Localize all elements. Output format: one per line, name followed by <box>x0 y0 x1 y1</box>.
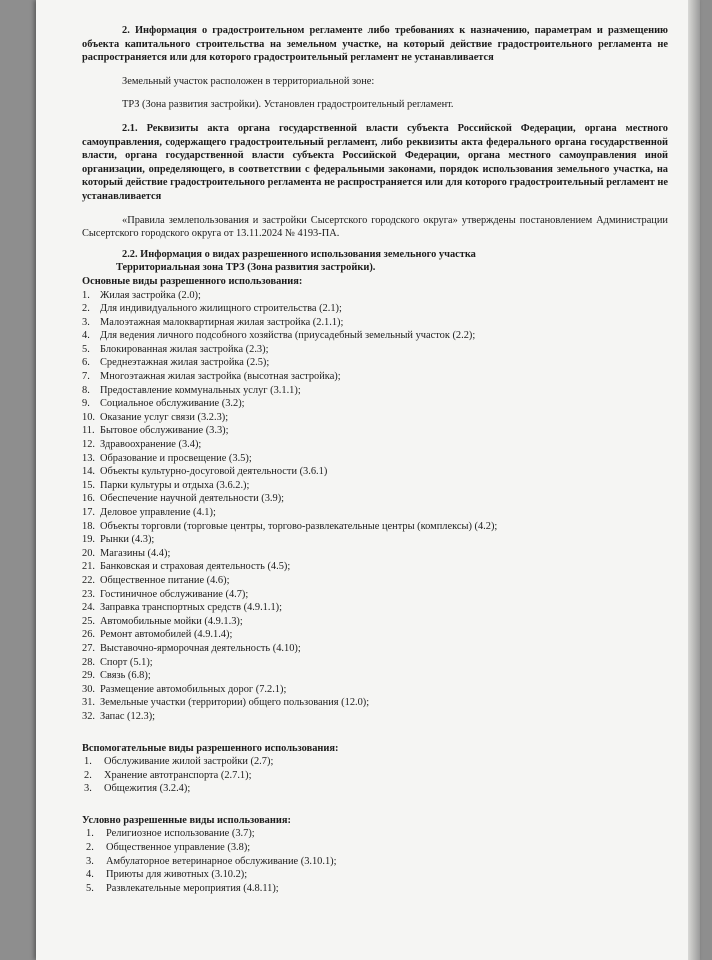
list-item-number: 22. <box>82 574 95 586</box>
section-2-heading: 2. Информация о градостроительном регламенте либо требованиях к назначению, параметрам и размещению объекта капитального строительства на земельном участке, на который действие градостроительного регламента не распространяется или для которого градостроительный регламент не устанавливается <box>82 25 668 64</box>
list-item <box>82 329 668 343</box>
list-item-number: 30. <box>82 683 95 695</box>
list-item <box>82 506 668 520</box>
list-item <box>82 868 668 882</box>
list-item-number: 13. <box>82 452 95 464</box>
list-item-text: Малоэтажная малоквартирная жилая застройка (2.1.1); <box>100 316 344 328</box>
page-edge-shadow <box>688 0 700 960</box>
list-item <box>82 397 668 411</box>
list-item <box>82 384 668 398</box>
list-item-text: Предоставление коммунальных услуг (3.1.1); <box>100 384 301 396</box>
list-item-number: 3. <box>84 783 92 795</box>
list-item-number: 19. <box>82 534 95 546</box>
list-item-text: Многоэтажная жилая застройка (высотная застройка); <box>100 371 341 383</box>
list-item-number: 9. <box>82 398 90 410</box>
list-item-text: Религиозное использование (3.7); <box>106 828 255 840</box>
list-item <box>82 574 668 588</box>
list-item <box>82 656 668 670</box>
list-item-number: 3. <box>82 316 90 328</box>
list-item <box>82 492 668 506</box>
list-item-text: Рынки (4.3); <box>100 534 155 546</box>
list-item <box>82 628 668 642</box>
auxiliary-uses-title: Вспомогательные виды разрешенного использования: <box>82 742 339 754</box>
list-item-text: Среднеэтажная жилая застройка (2.5); <box>100 357 270 369</box>
list-item-number: 11. <box>82 425 95 437</box>
list-item-number: 10. <box>82 411 95 423</box>
list-item-number: 1. <box>86 828 94 840</box>
list-item-number: 28. <box>82 656 95 668</box>
list-item-number: 2. <box>86 842 94 854</box>
list-item-text: Приюты для животных (3.10.2); <box>106 869 248 881</box>
list-item-number: 24. <box>82 602 95 614</box>
list-item-text: Деловое управление (4.1); <box>100 507 216 518</box>
auxiliary-uses-list <box>82 755 668 796</box>
list-item <box>82 424 668 438</box>
list-item-text: Общежития (3.2.4); <box>104 783 191 795</box>
list-item-text: Общественное питание (4.6); <box>100 574 230 586</box>
list-item <box>82 452 668 466</box>
list-item <box>82 479 668 493</box>
list-item <box>82 696 668 710</box>
list-item-number: 17. <box>82 507 95 518</box>
list-item-text: Магазины (4.4); <box>100 547 171 559</box>
list-item-text: Общественное управление (3.8); <box>106 842 251 854</box>
list-item-text: Выставочно-ярморочная деятельность (4.10); <box>100 642 301 654</box>
list-item <box>82 855 668 869</box>
list-item <box>82 356 668 370</box>
list-item-number: 4. <box>86 869 94 881</box>
list-item-text: Развлекательные мероприятия (4.8.11); <box>106 882 279 894</box>
zone-text: ТРЗ (Зона развития застройки). Установлен градостроительный регламент. <box>122 99 454 111</box>
list-item-text: Хранение автотранспорта (2.7.1); <box>104 769 252 781</box>
list-item-number: 2. <box>84 769 92 781</box>
list-item <box>82 465 668 479</box>
list-item-text: Для индивидуального жилищного строительства (2.1); <box>100 303 342 315</box>
list-item-number: 27. <box>82 642 95 654</box>
list-item-text: Объекты культурно-досуговой деятельности (3.6.1) <box>100 466 328 478</box>
list-item <box>82 683 668 697</box>
list-item-number: 20. <box>82 547 95 559</box>
list-item-text: Обеспечение научной деятельности (3.9); <box>100 493 285 505</box>
list-item <box>82 343 668 357</box>
list-item-text: Жилая застройка (2.0); <box>100 289 201 301</box>
list-item <box>82 827 668 841</box>
list-item <box>82 601 668 615</box>
main-uses-list <box>82 289 668 724</box>
list-item <box>82 769 668 783</box>
list-item <box>82 615 668 629</box>
list-item-text: Связь (6.8); <box>100 670 151 682</box>
document-content <box>82 24 668 895</box>
list-item-number: 18. <box>82 520 95 532</box>
list-item-text: Оказание услуг связи (3.2.3); <box>100 411 229 423</box>
zone-intro: Земельный участок расположен в территориальной зоне: <box>122 75 375 87</box>
list-item <box>82 533 668 547</box>
list-item-text: Гостиничное обслуживание (4.7); <box>100 588 249 600</box>
list-item <box>82 755 668 769</box>
list-item <box>82 411 668 425</box>
list-item-number: 12. <box>82 439 95 451</box>
list-item <box>82 370 668 384</box>
list-item-number: 1. <box>84 756 92 768</box>
list-item-text: Банковская и страховая деятельность (4.5); <box>100 561 291 573</box>
list-item-text: Здравоохранение (3.4); <box>100 439 202 451</box>
list-item <box>82 782 668 796</box>
list-item <box>82 520 668 534</box>
list-item-number: 1. <box>82 289 90 301</box>
list-item <box>82 669 668 683</box>
list-item <box>82 642 668 656</box>
section-2-1-heading: 2.1. Реквизиты акта органа государственной власти субъекта Российской Федерации, органа местного самоуправления, содержащего градостроительный регламент, либо реквизиты акта федерального органа государственной власти, органа государственной власти субъекта Российской Федерации, органа местного самоуправления иной организации, определяющего, в соответствии с федеральными законами, порядок использования земельного участка, на который действие градостроительного регламента не распространяется или для которого градостроительный регламент не устанавливается <box>82 122 668 202</box>
territorial-zone-line: Территориальная зона ТРЗ (Зона развития застройки). <box>116 262 376 274</box>
list-item-number: 26. <box>82 629 95 641</box>
list-item <box>82 302 668 316</box>
list-item-number: 3. <box>86 855 94 867</box>
list-item-number: 21. <box>82 561 95 573</box>
list-item-text: Размещение автомобильных дорог (7.2.1); <box>100 683 287 695</box>
list-item <box>82 841 668 855</box>
list-item-text: Образование и просвещение (3.5); <box>100 452 252 464</box>
main-uses-title: Основные виды разрешенного использования: <box>82 275 303 287</box>
list-item-number: 5. <box>82 343 90 355</box>
list-item-number: 16. <box>82 493 95 505</box>
list-item <box>82 882 668 896</box>
list-item-number: 8. <box>82 384 90 396</box>
list-item <box>82 560 668 574</box>
list-item-text: Бытовое обслуживание (3.3); <box>100 425 229 437</box>
list-item-text: Социальное обслуживание (3.2); <box>100 398 245 410</box>
list-item-text: Земельные участки (территории) общего пользования (12.0); <box>100 697 370 709</box>
list-item-text: Обслуживание жилой застройки (2.7); <box>104 756 274 768</box>
list-item-number: 23. <box>82 588 95 600</box>
list-item-text: Заправка транспортных средств (4.9.1.1); <box>100 602 282 614</box>
list-item-number: 29. <box>82 670 95 682</box>
list-item <box>82 547 668 561</box>
list-item-number: 4. <box>82 330 90 342</box>
list-item-text: Блокированная жилая застройка (2.3); <box>100 343 269 355</box>
list-item <box>82 438 668 452</box>
list-item-text: Спорт (5.1); <box>100 656 153 668</box>
list-item-number: 31. <box>82 697 95 709</box>
list-item <box>82 316 668 330</box>
list-item-text: Парки культуры и отдыха (3.6.2.); <box>100 479 250 491</box>
section-2-1-text: «Правила землепользования и застройки Сысертского городского округа» утверждены постановлением Администрации Сысертского городского округа от 13.11.2024 № 4193-ПА. <box>82 214 668 240</box>
list-item-number: 5. <box>86 882 94 894</box>
list-item <box>82 588 668 602</box>
list-item-number: 15. <box>82 479 95 491</box>
list-item <box>82 710 668 724</box>
list-item-number: 6. <box>82 357 90 369</box>
list-item-number: 2. <box>82 303 90 315</box>
list-item-text: Амбулаторное ветеринарное обслуживание (3.10.1); <box>106 855 337 867</box>
list-item-number: 25. <box>82 615 95 627</box>
list-item-number: 7. <box>82 371 90 383</box>
conditional-uses-title: Условно разрешенные виды использования: <box>82 814 291 826</box>
list-item <box>82 289 668 303</box>
conditional-uses-list <box>82 827 668 895</box>
list-item-text: Объекты торговли (торговые центры, торгово-развлекательные центры (комплексы) (4.2); <box>100 520 498 532</box>
section-2-2-heading: 2.2. Информация о видах разрешенного использования земельного участка <box>122 248 476 260</box>
list-item-text: Для ведения личного подсобного хозяйства (приусадебный земельный участок (2.2); <box>100 330 476 342</box>
list-item-text: Ремонт автомобилей (4.9.1.4); <box>100 629 233 641</box>
list-item-number: 14. <box>82 466 95 478</box>
list-item-text: Автомобильные мойки (4.9.1.3); <box>100 615 243 627</box>
list-item-text: Запас (12.3); <box>100 710 156 722</box>
list-item-number: 32. <box>82 710 95 722</box>
